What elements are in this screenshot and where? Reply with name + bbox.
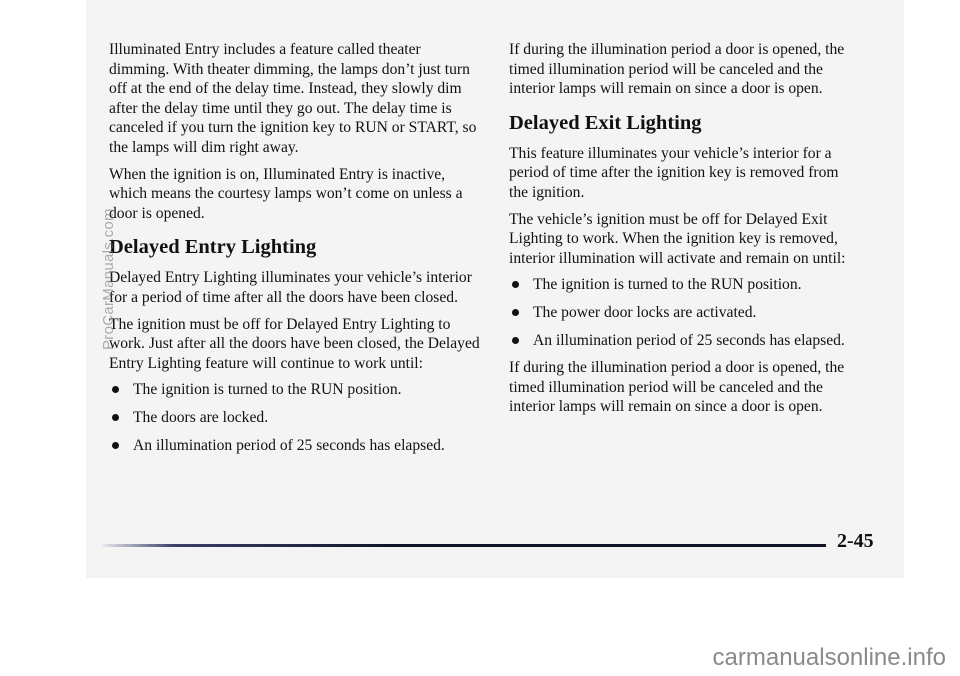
heading-delayed-exit-lighting: Delayed Exit Lighting [509,111,702,134]
paragraph-delayed-exit-conditions: The vehicle’s ignition must be off for Delayed Exit Lighting to work. When the ignition key is removed, interior illumination will activate and remain on until: [509,210,846,267]
right-column [509,40,861,424]
paragraph-door-opened: If during the illumination period a door is opened, the timed illumination period will be canceled and the interior lamps will remain on since a door is open. [509,41,845,98]
paragraph-delayed-entry-intro: Delayed Entry Lighting illuminates your vehicle’s interior for a period of time after all the doors have been closed. [109,269,472,306]
paragraph-theater-dimming: Illuminated Entry includes a feature called theater dimming. With theater dimming, the lamps don’t just turn off at the end of the delay time. Instead, they slowly dim after the delay time until they go out. The delay time is canceled if you turn the ignition key to RUN or START, so the lamps will dim right away. [109,41,477,156]
side-watermark: ProCarManuals.com [100,208,117,350]
list-item: The doors are locked. [109,408,481,428]
page-number: 2-45 [837,530,874,552]
list-item: The ignition is turned to the RUN position. [109,380,481,400]
list-item: The power door locks are activated. [509,303,861,323]
bullet-icon [512,309,519,316]
bullet-icon [112,386,119,393]
bullet-list-exit [509,275,861,350]
bullet-icon [112,442,119,449]
paragraph-ignition-inactive: When the ignition is on, Illuminated Entry is inactive, which means the courtesy lamps won’t come on unless a door is opened. [109,165,463,222]
list-item: An illumination period of 25 seconds has elapsed. [109,436,481,456]
paragraph-delayed-entry-conditions: The ignition must be off for Delayed Entry Lighting to work. Just after all the doors have been closed, the Delayed Entry Lighting feature will continue to work until: [109,315,480,372]
bottom-watermark: carmanualsonline.info [712,644,946,671]
bullet-icon [512,281,519,288]
left-column [109,40,481,463]
paragraph-delayed-exit-intro: This feature illuminates your vehicle’s interior for a period of time after the ignition key is removed from the ignition. [509,144,839,201]
heading-delayed-entry-lighting: Delayed Entry Lighting [109,236,317,259]
list-item: The ignition is turned to the RUN position. [509,275,861,295]
list-item: An illumination period of 25 seconds has elapsed. [509,331,861,351]
bullet-icon [112,414,119,421]
bullet-list-entry [109,380,481,455]
footer-rule [102,544,826,547]
paragraph-door-opened-repeat: If during the illumination period a door is opened, the timed illumination period will be canceled and the interior lamps will remain on since a door is open. [509,359,845,416]
bullet-icon [512,337,519,344]
